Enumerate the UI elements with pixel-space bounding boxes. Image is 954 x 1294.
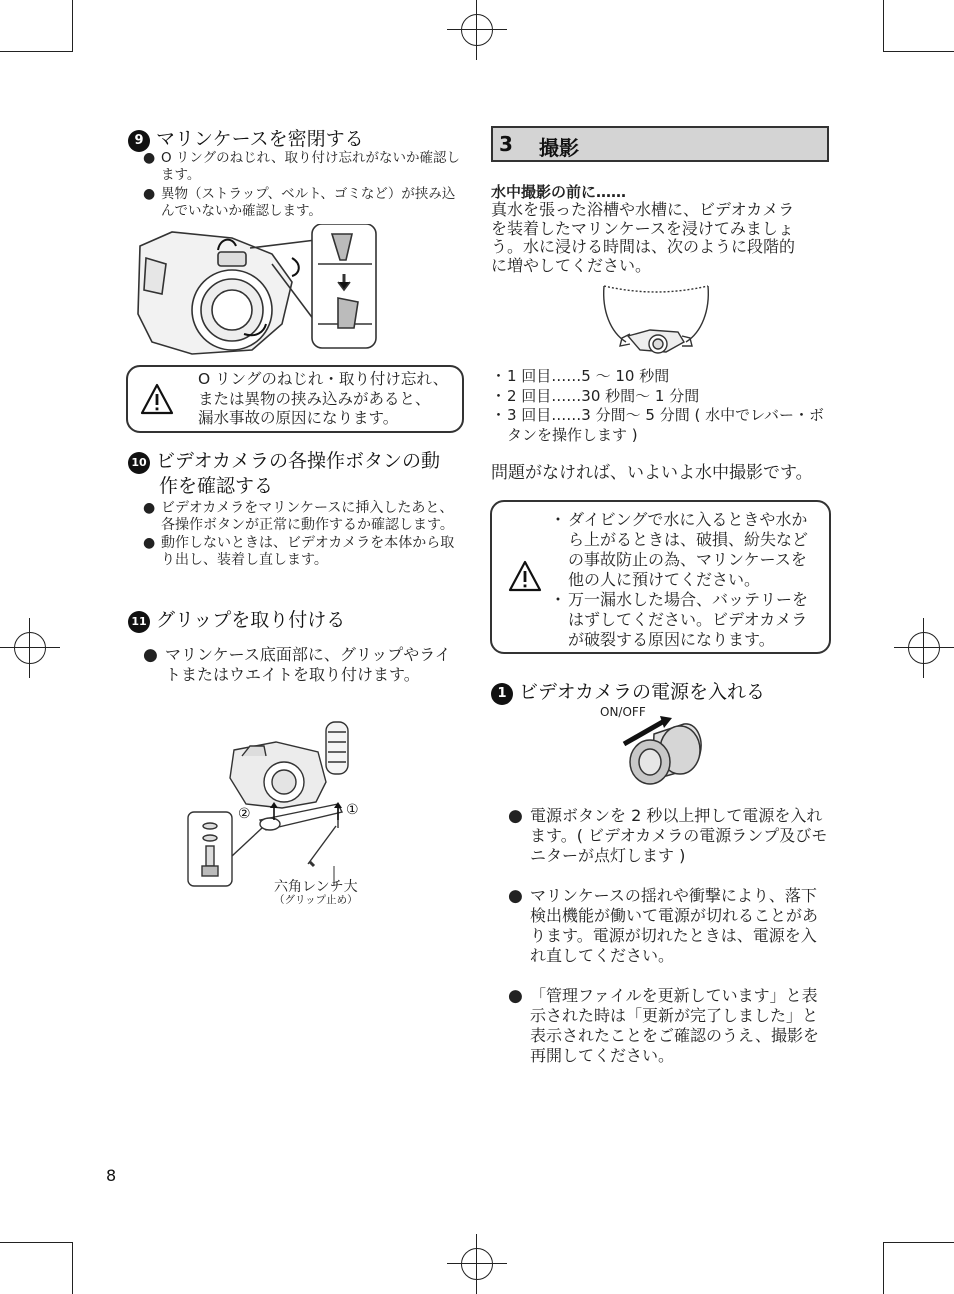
registration-mark-left <box>0 618 60 678</box>
list-item: ● 動作しないときは、ビデオカメラを本体から取り出し、装着し直します。 <box>143 535 465 569</box>
section-number: 3 <box>499 132 513 156</box>
step10-bullets <box>143 500 465 569</box>
registration-mark-right <box>894 618 954 678</box>
figure-caption-sub: （グリップ止め） <box>274 894 358 906</box>
page-number: 8 <box>106 1166 117 1185</box>
figure-caption: 六角レンチ大 <box>274 879 358 895</box>
list-item: ・ 3 回目……3 分間〜 5 分間 ( 水中でレバー・ボタンを操作します ) <box>495 406 835 445</box>
step10-badge: 10 <box>128 452 150 474</box>
warning-text-seal: O リングのねじれ・取り付け忘れ、 または異物の挟み込みがあると、 漏水事故の原因になります。 <box>198 370 449 427</box>
registration-mark-bottom <box>447 1234 507 1294</box>
step10-title: 10 ビデオカメラの各操作ボタンの動 作を確認する <box>128 449 468 498</box>
step11-badge: 11 <box>128 611 150 633</box>
power-button-label: ON/OFF <box>600 705 646 719</box>
registration-mark-top <box>447 0 507 60</box>
warning-box-handover <box>490 500 831 654</box>
list-item: ・ 2 回目……30 秒間〜 1 分間 <box>495 387 835 407</box>
tub-immersion-illustration <box>600 280 712 362</box>
warning-triangle-icon <box>140 383 174 415</box>
warning-list-handover <box>554 510 820 650</box>
list-item: ● 「管理ファイルを更新しています」と表示された時は「更新が完了しました」と表示されたことをご確認のうえ、撮影を再開してください。 <box>508 986 828 1066</box>
step1-badge: 1 <box>491 683 513 705</box>
grip-marker-1: ① <box>346 802 359 818</box>
ok-text: 問題がなければ、いよいよ水中撮影です。 <box>491 463 813 483</box>
warning-triangle-icon <box>508 560 542 592</box>
section-title: 撮影 <box>539 136 579 160</box>
list-item: ・ 万一漏水した場合、バッテリーをはずしてください。ビデオカメラが破裂する原因になります。 <box>554 590 820 650</box>
list-item: ・ 1 回目……5 〜 10 秒間 <box>495 367 835 387</box>
before-text: 真水を張った浴槽や水槽に、ビデオカメラ を装着したマリンケースを浸けてみましょ う。水に浸ける時間は、次のように段階的 に増やしてください。 <box>491 200 796 275</box>
section-header <box>491 126 829 162</box>
power-button-illustration <box>620 714 710 790</box>
before-title: 水中撮影の前に…… <box>491 183 627 201</box>
step9-title: 9 マリンケースを密閉する <box>128 127 364 152</box>
grip-attachment-illustration <box>186 716 376 892</box>
warning-box-seal <box>126 365 464 433</box>
step11-bullets <box>143 645 465 685</box>
step1-title: 1 ビデオカメラの電源を入れる <box>491 680 765 705</box>
marine-case-seal-illustration <box>132 224 380 356</box>
list-item: ・ ダイビングで水に入るときや水から上がるときは、破損、紛失などの事故防止の為、マリンケースを他の人に預けてください。 <box>554 510 820 590</box>
list-item: ● 電源ボタンを 2 秒以上押して電源を入れます。( ビデオカメラの電源ランプ及びモニターが点灯します ) <box>508 806 828 866</box>
step9-bullets <box>143 150 463 220</box>
step1-bullets <box>508 806 828 1066</box>
list-item: ● ビデオカメラをマリンケースに挿入したあと、各操作ボタンが正常に動作するか確認します。 <box>143 500 465 534</box>
grip-marker-2: ② <box>238 806 251 822</box>
immersion-times <box>495 367 835 445</box>
list-item: ● マリンケース底面部に、グリップやライトまたはウエイトを取り付けます。 <box>143 645 465 685</box>
step9-badge: 9 <box>128 130 150 152</box>
list-item: ● O リングのねじれ、取り付け忘れがないか確認します。 <box>143 150 463 184</box>
step11-title: 11 グリップを取り付ける <box>128 608 345 633</box>
list-item: ● マリンケースの揺れや衝撃により、落下検出機能が働いて電源が切れることがあります。電源が切れたときは、電源を入れ直してください。 <box>508 886 828 966</box>
list-item: ● 異物（ストラップ、ベルト、ゴミなど）が挟み込んでいないか確認します。 <box>143 186 463 220</box>
